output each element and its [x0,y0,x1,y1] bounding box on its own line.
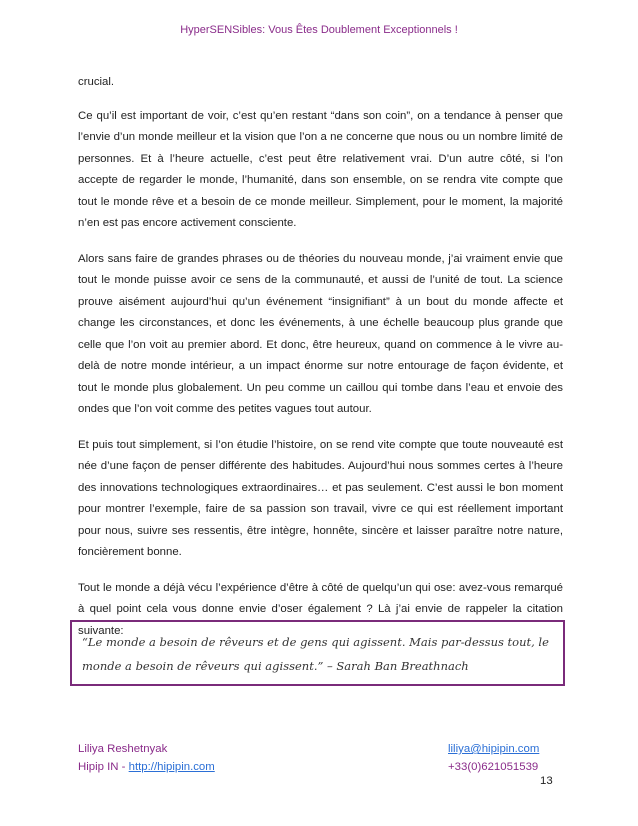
email-link[interactable]: liliya@hipipin.com [448,743,540,755]
footer-left [78,740,215,776]
footer-company-line [78,758,215,776]
page-header-title: HyperSENSibles: Vous Êtes Doublement Exceptionnels ! [180,24,458,36]
paragraph: crucial. [78,76,115,88]
quote-text: “Le monde a besoin de rêveurs et de gens qui agissent. Mais par-dessus tout, le monde a besoin de rêveurs qui agissent.” – Sarah Ban Breathnach [82,635,549,673]
page-number: 13 [540,775,553,787]
footer-right [448,740,539,776]
footer-author: Liliya Reshetnyak [78,743,168,755]
body-text [78,72,563,656]
paragraph: Et puis tout simplement, si l’on étudie l’histoire, on se rend vite compte que toute nouveauté est née d’une façon de penser différente des habitudes. Aujourd’hui nous sommes certes à l’heure des innovations technologiques extraordinaires… et pas seulement. C’est aussi le bon moment pour montrer l’exemple, faire de sa passion son travail, vivre ce qui est réellement important pour nous, suivre ses ressentis, être intègre, honnête, sincère et laisser paraître notre nature, foncièrement bonne. [78,438,563,558]
paragraph: Ce qu’il est important de voir, c’est qu’en restant “dans son coin”, on a tendance à penser que l’envie d’un monde meilleur et la vision que l’on a ne concerne que nous ou un nombre limité de personnes. Et à l’heure actuelle, c’est peut être relativement vrai. D’un autre côté, si l’on accepte de regarder le monde, l’humanité, dans son ensemble, on se rendra vite compte que tout le monde rêve et a besoin de ce monde meilleur. Simplement, pour le moment, la majorité n’en est pas encore activement consciente. [78,109,563,229]
paragraph: Alors sans faire de grandes phrases ou de théories du nouveau monde, j’ai vraiment envie que tout le monde puisse avoir ce sens de la communauté, et aussi de l’unité de tout. La science prouve aisément aujourd’hui qu’un événement “insignifiant” à un bout du monde affecte et change les circonstances, et donc les événements, à une échelle beaucoup plus grande que celle que l’on voit au premier abord. Et donc, être heureux, quand on commence à le vivre au-delà de notre monde intérieur, a un impact énorme sur notre entourage de façon évidente, et tout le monde plus globalement. Un peu comme un caillou qui tombe dans l’eau et envoie des ondes que l’on voit comme des petites vagues tout autour. [78,252,563,415]
footer-company: Hipip IN [78,761,119,773]
footer-phone: +33(0)621051539 [448,761,539,773]
website-link[interactable]: http://hipipin.com [128,761,215,773]
footer-separator: - [118,761,129,773]
paragraph: Tout le monde a déjà vécu l’expérience d’être à côté de quelqu’un qui ose: avez-vous remarqué à quel point cela vous donne envie d’oser également ? Là j’ai envie de rappeler la citation suivante: [78,581,563,637]
quote-box [70,620,565,686]
